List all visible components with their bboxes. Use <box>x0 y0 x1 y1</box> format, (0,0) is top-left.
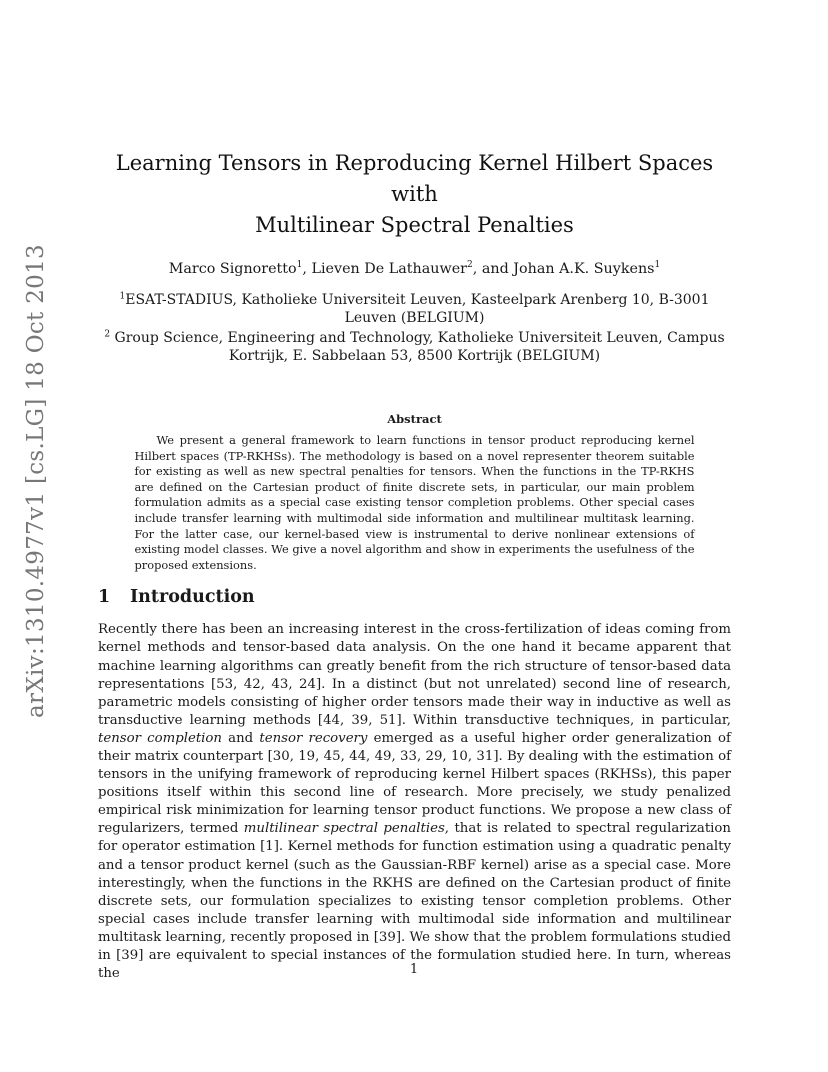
author-1-affil: 1 <box>296 260 303 271</box>
affiliation-1-marker: 1 <box>119 291 126 302</box>
affiliation-2 <box>98 329 731 365</box>
introduction-paragraph <box>98 621 731 983</box>
intro-emphasis-2: tensor recovery <box>259 730 368 746</box>
title-line-2: Multilinear Spectral Penalties <box>255 213 574 237</box>
arxiv-identifier: arXiv:1310.4977v1 [cs.LG] 18 Oct 2013 <box>23 244 49 718</box>
section-title: Introduction <box>130 587 255 608</box>
author-3-affil: 1 <box>654 260 661 271</box>
intro-text-1: Recently there has been an increasing interest in the cross-fertilization of ideas coming from kernel methods and tensor-based data analysis. On the one hand it became apparent that machine learning algorithms can greatly benefit from the rich structure of tensor-based data representations [53, 42, 43, 24]. In a distinct (but not unrelated) second line of research, parametric models consisting of higher order tensors made their way in inductive as well as transductive learning methods [44, 39, 51]. Within transductive techniques, in particular, <box>98 622 731 728</box>
intro-emphasis-3: multilinear spectral penalties <box>243 821 445 837</box>
section-number: 1 <box>98 587 111 608</box>
author-separator: , <box>302 261 312 277</box>
paper-title <box>98 148 731 241</box>
affiliation-1-line-1: ESAT-STADIUS, Katholieke Universiteit Leuven, Kasteelpark Arenberg 10, B-3001 <box>125 292 710 308</box>
author-2-affil: 2 <box>467 260 473 271</box>
affiliation-2-marker: 2 <box>104 329 111 340</box>
affiliations <box>98 291 731 365</box>
author-separator: , and <box>472 261 514 277</box>
author-1: Marco Signoretto <box>168 261 297 277</box>
intro-text-3: emerged as a useful higher order generalization of their matrix counterpart [30, 19, 45, 44, 49, 33, 29, 10, 31]. By dealing with the estimation of tensors in the unifying framework of reproducing kernel Hilbert spaces (RKHSs), this paper positions itself within this second line of research. More precisely, we study penalized empirical risk minimization for learning tensor product functions. We propose a new class of regularizers, termed <box>98 730 731 837</box>
page-number: 1 <box>409 962 419 977</box>
abstract-heading: Abstract <box>387 412 442 426</box>
arxiv-sidebar-stamp <box>14 244 58 718</box>
abstract-text: We present a general framework to learn functions in tensor product reproducing kernel Hilbert spaces (TP-RKHSs). The methodology is based on a novel representer theorem suitable for existing as well as new spectral penalties for tensors. When the functions in the TP-RKHS are defined on the Cartesian product of finite discrete sets, in particular, our main problem formulation admits as a special case existing tensor completion problems. Other special cases include transfer learning with multimodal side information and multilinear multitask learning. For the latter case, our kernel-based view is instrumental to derive nonlinear extensions of existing model classes. We give a novel algorithm and show in experiments the usefulness of the proposed extensions. <box>134 433 695 572</box>
section-heading-introduction <box>98 587 731 607</box>
abstract-body <box>135 433 695 573</box>
paper-page <box>98 148 731 983</box>
affiliation-2-line-1: Group Science, Engineering and Technology, Katholieke Universiteit Leuven, Campus <box>110 330 725 346</box>
affiliation-2-line-2: Kortrijk, E. Sabbelaan 53, 8500 Kortrijk (BELGIUM) <box>228 348 601 364</box>
intro-emphasis-1: tensor completion <box>98 730 222 746</box>
affiliation-1 <box>98 291 731 327</box>
author-2: Lieven De Lathauwer <box>311 261 468 277</box>
affiliation-1-line-2: Leuven (BELGIUM) <box>344 310 485 326</box>
intro-text-2: and <box>222 730 260 746</box>
author-list <box>98 259 731 279</box>
author-3: Johan A.K. Suykens <box>513 261 655 277</box>
intro-text-4: , that is related to spectral regularization for operator estimation [1]. Kernel methods for function estimation using a quadratic penalty and a tensor product kernel (such as the Gaussian-RBF kernel) arise as a special case. More interestingly, when the functions in the RKHS are defined on the Cartesian product of finite discrete sets, our formulation specializes to existing tensor completion problems. Other special cases include transfer learning with multimodal side information and multilinear multitask learning, recently proposed in [39]. We show that the problem formulations studied in [39] are equivalent to special instances of the formulation studied here. In turn, whereas the <box>98 821 731 982</box>
title-line-1: Learning Tensors in Reproducing Kernel Hilbert Spaces with <box>115 151 714 206</box>
